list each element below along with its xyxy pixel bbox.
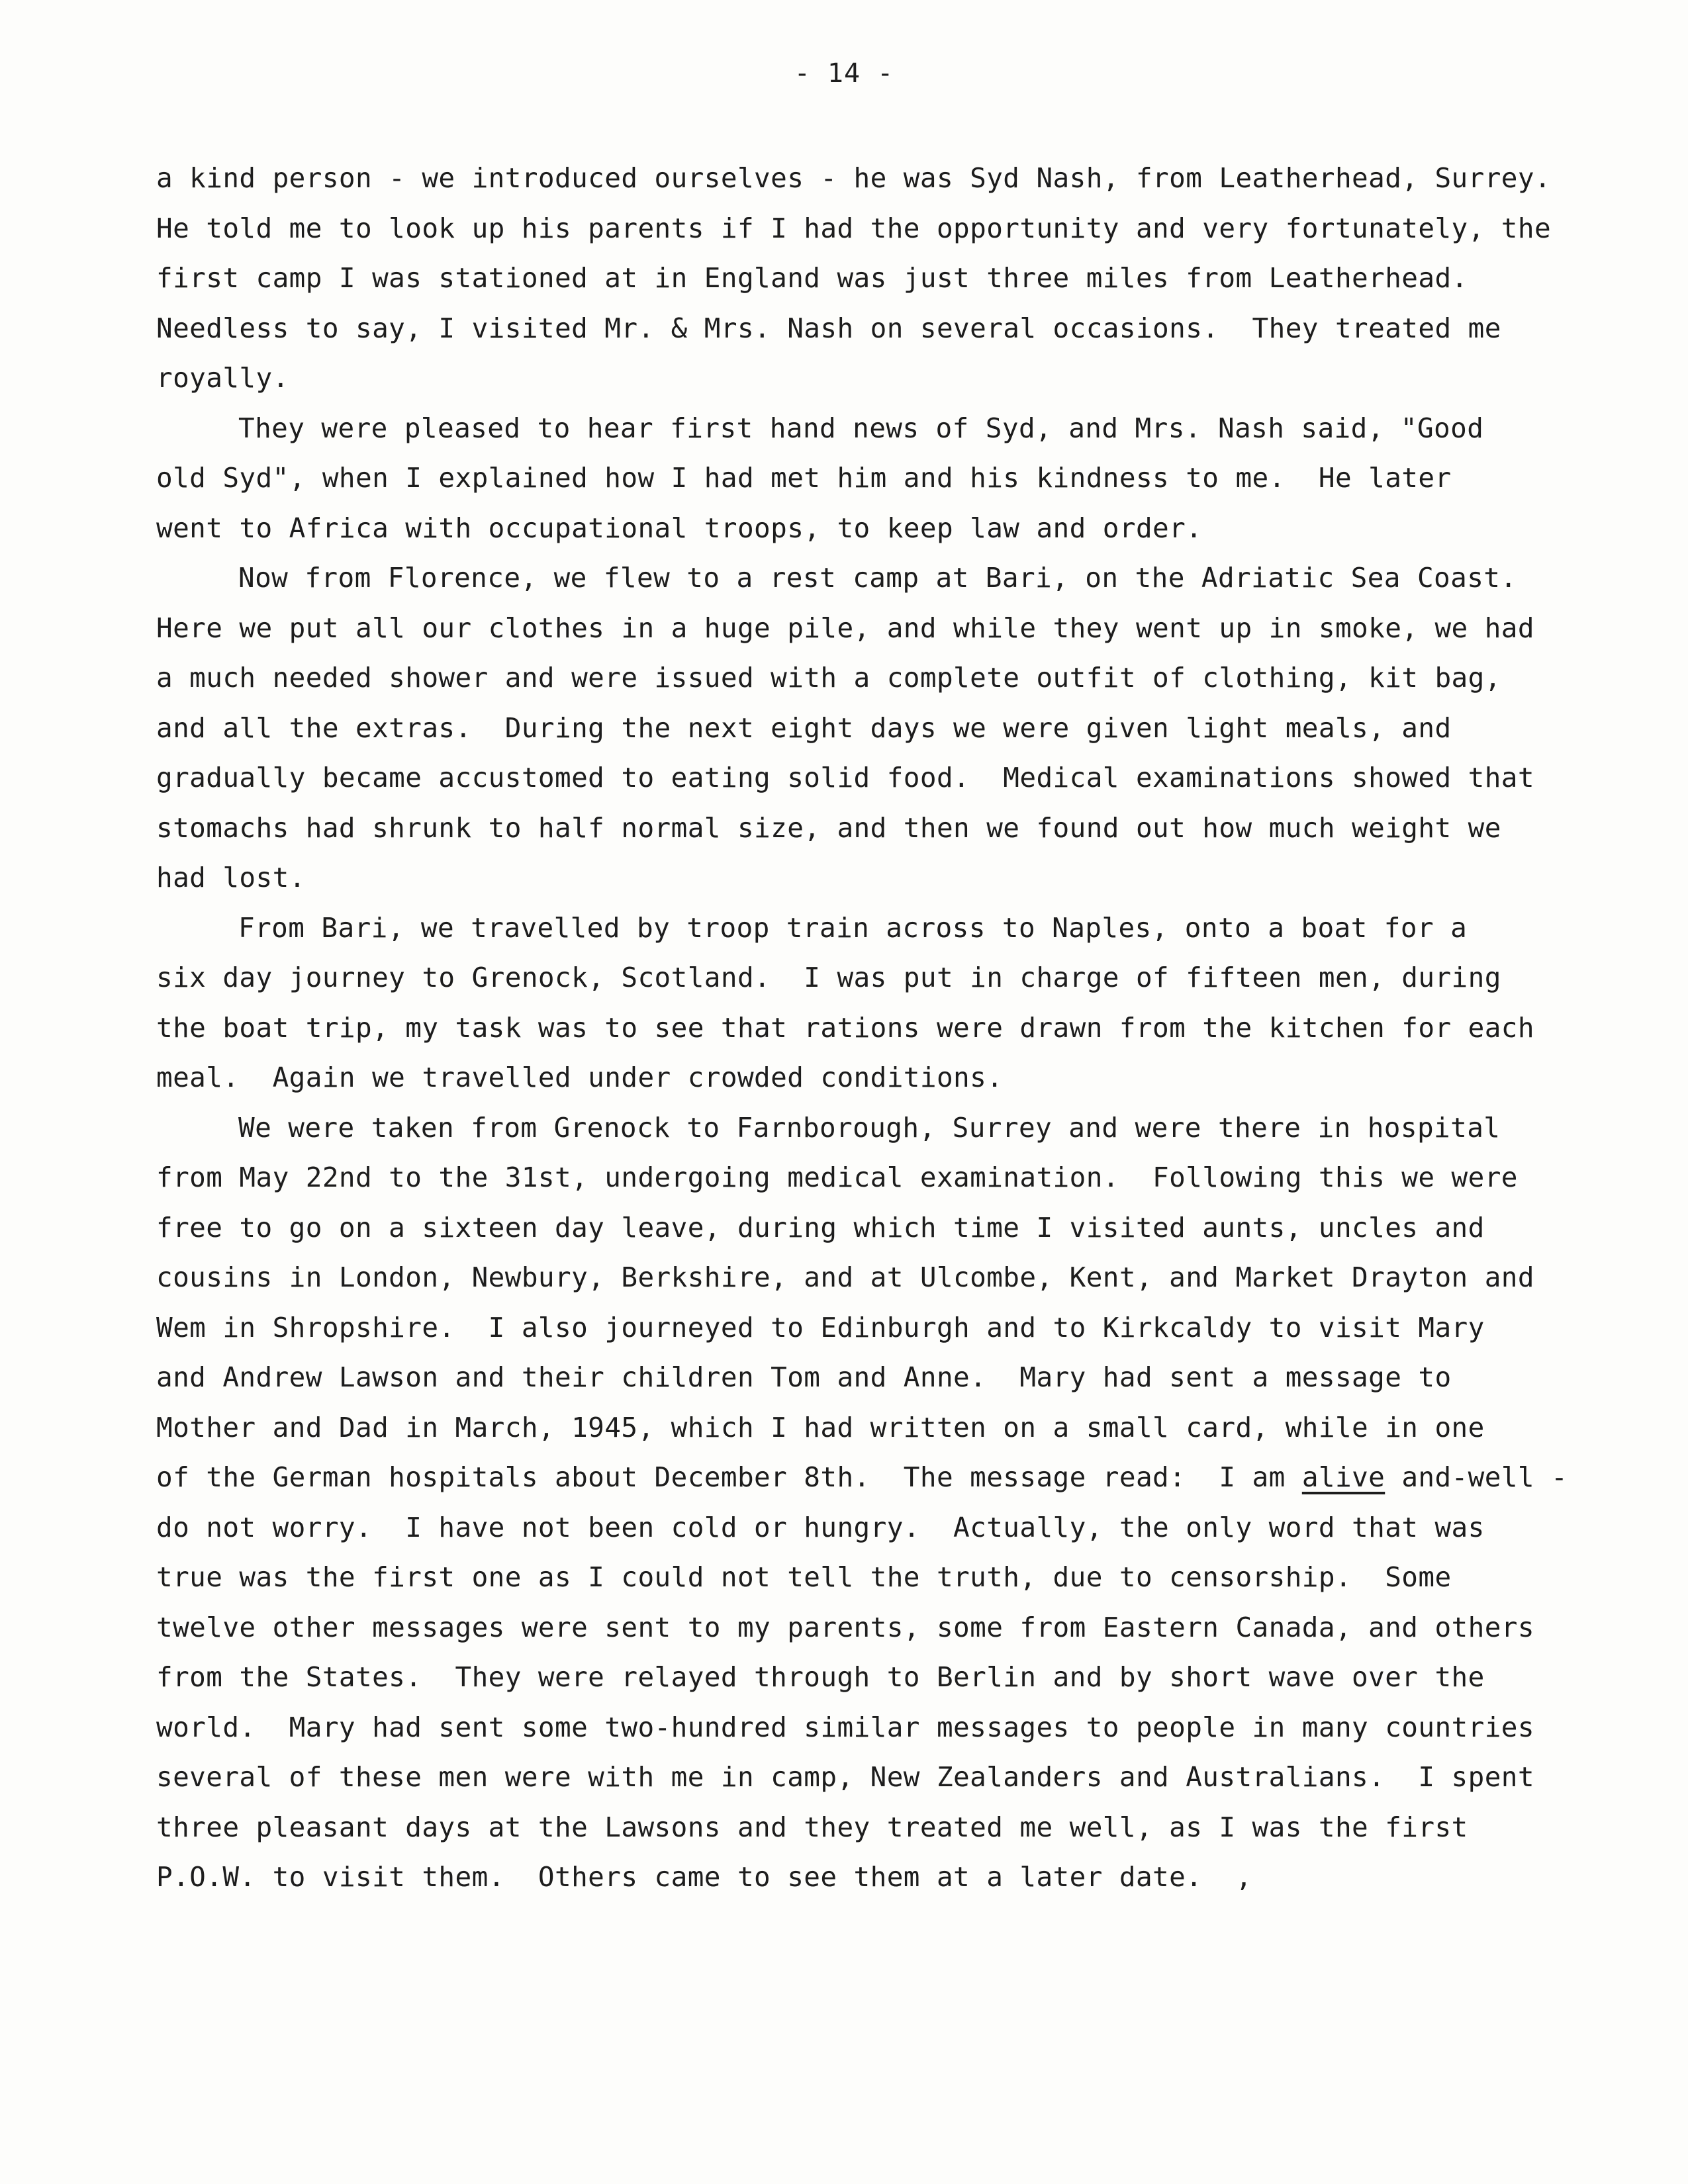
text-line-content: and Andrew Lawson and their children Tom and Anne. Mary had sent a message to [156, 1361, 1452, 1393]
text-line-content: of the German hospitals about December 8th. The message read: I am [156, 1461, 1302, 1493]
text-line-content: the boat trip, my task was to see that rations were drawn from the kitchen for each [156, 1011, 1534, 1044]
text-line [156, 1852, 1546, 1903]
text-line-content: Needless to say, I visited Mr. & Mrs. Nash on several occasions. They treated me [156, 312, 1501, 344]
text-line-content: true was the first one as I could not tell the truth, due to censorship. Some [156, 1561, 1452, 1593]
text-line [156, 1752, 1546, 1803]
underlined-word: alive [1301, 1461, 1385, 1493]
text-line [156, 453, 1546, 504]
text-line [156, 304, 1546, 354]
text-line-content: P.O.W. to visit them. Others came to see them at a later date. , [156, 1861, 1252, 1893]
page-number: - 14 - [794, 58, 894, 89]
text-line-content: gradually became accustomed to eating solid food. Medical examinations showed that [156, 762, 1534, 794]
text-line [156, 604, 1546, 654]
text-line-content: free to go on a sixteen day leave, during which time I visited aunts, uncles and [156, 1211, 1485, 1244]
text-line-content: Wem in Shropshire. I also journeyed to Edinburgh and to Kirkcaldy to visit Mary [156, 1311, 1485, 1343]
text-line-content: meal. Again we travelled under crowded conditions. [156, 1062, 1004, 1093]
text-line [156, 1253, 1546, 1303]
text-line [156, 753, 1546, 803]
text-line-content: Here we put all our clothes in a huge pile, and while they went up in smoke, we had [156, 612, 1534, 644]
text-line [156, 1403, 1546, 1453]
text-line-content: a kind person - we introduced ourselves - he was Syd Nash, from Leatherhead, Surrey. [156, 162, 1552, 194]
text-line-content: do not worry. I have not been cold or hungry. Actually, the only word that was [156, 1511, 1485, 1543]
text-line-content: went to Africa with occupational troops, to keep law and order. [156, 512, 1203, 544]
text-line-content: They were pleased to hear first hand news of Syd, and Mrs. Nash said, "Good [238, 412, 1484, 444]
text-line [156, 1453, 1568, 1503]
text-line-content: several of these men were with me in camp, New Zealanders and Australians. I spent [156, 1761, 1534, 1793]
text-line-content: twelve other messages were sent to my parents, some from Eastern Canada, and others [156, 1611, 1534, 1643]
text-line [156, 953, 1546, 1003]
text-line-content: stomachs had shrunk to half normal size, and then we found out how much weight we [156, 811, 1501, 844]
text-line [156, 1553, 1546, 1603]
text-line-content: six day journey to Grenock, Scotland. I was put in charge of fifteen men, during [156, 962, 1501, 993]
text-line-content: first camp I was stationed at in England was just three miles from Leatherhead. [156, 262, 1468, 294]
text-line-content: world. Mary had sent some two-hundred similar messages to people in many countries [156, 1711, 1534, 1743]
text-line [156, 1503, 1546, 1553]
text-line [156, 1653, 1546, 1703]
text-line [156, 504, 1546, 554]
text-line-content: from the States. They were relayed through to Berlin and by short wave over the [156, 1661, 1485, 1693]
text-line [156, 154, 1552, 204]
text-line [156, 1603, 1546, 1653]
text-line-content: Mother and Dad in March, 1945, which I had written on a small card, while in one [156, 1411, 1485, 1443]
text-line-content: From Bari, we travelled by troop train across to Naples, onto a boat for a [238, 911, 1468, 944]
text-line [156, 1803, 1546, 1853]
text-line [156, 903, 1546, 954]
text-line [156, 1353, 1546, 1403]
text-line [156, 653, 1546, 704]
text-line [156, 1153, 1546, 1203]
text-line-content: old Syd", when I explained how I had met him and his kindness to me. He later [156, 462, 1452, 494]
text-line [156, 1203, 1546, 1253]
text-line-continuation: and-well - [1385, 1461, 1568, 1493]
text-line [156, 353, 1546, 404]
text-line [156, 803, 1546, 854]
text-line [156, 253, 1546, 304]
text-line-content: cousins in London, Newbury, Berkshire, and at Ulcombe, Kent, and Market Drayton and [156, 1261, 1534, 1293]
text-line-content: He told me to look up his parents if I had the opportunity and very fortunately, the [156, 212, 1552, 244]
body-text [156, 154, 1568, 1903]
text-line [156, 553, 1546, 604]
text-line-content: from May 22nd to the 31st, undergoing medical examination. Following this we were [156, 1161, 1518, 1193]
text-line [156, 1303, 1546, 1353]
text-line-content: royally. [156, 362, 289, 394]
text-line-content: Now from Florence, we flew to a rest camp at Bari, on the Adriatic Sea Coast. [238, 562, 1517, 594]
text-line [156, 1003, 1546, 1054]
text-line-content: We were taken from Grenock to Farnborough, Surrey and were there in hospital [238, 1111, 1501, 1144]
text-line-content: had lost. [156, 862, 306, 893]
text-line [156, 1053, 1546, 1103]
text-line-content: a much needed shower and were issued with a complete outfit of clothing, kit bag, [156, 662, 1501, 694]
text-line [156, 204, 1552, 254]
text-line-content: and all the extras. During the next eight days we were given light meals, and [156, 711, 1452, 744]
text-line-content: three pleasant days at the Lawsons and they treated me well, as I was the first [156, 1811, 1468, 1843]
text-line [156, 1703, 1546, 1753]
text-line [156, 853, 1546, 903]
text-line [156, 704, 1546, 754]
text-line [156, 1103, 1546, 1154]
text-line [156, 404, 1546, 454]
